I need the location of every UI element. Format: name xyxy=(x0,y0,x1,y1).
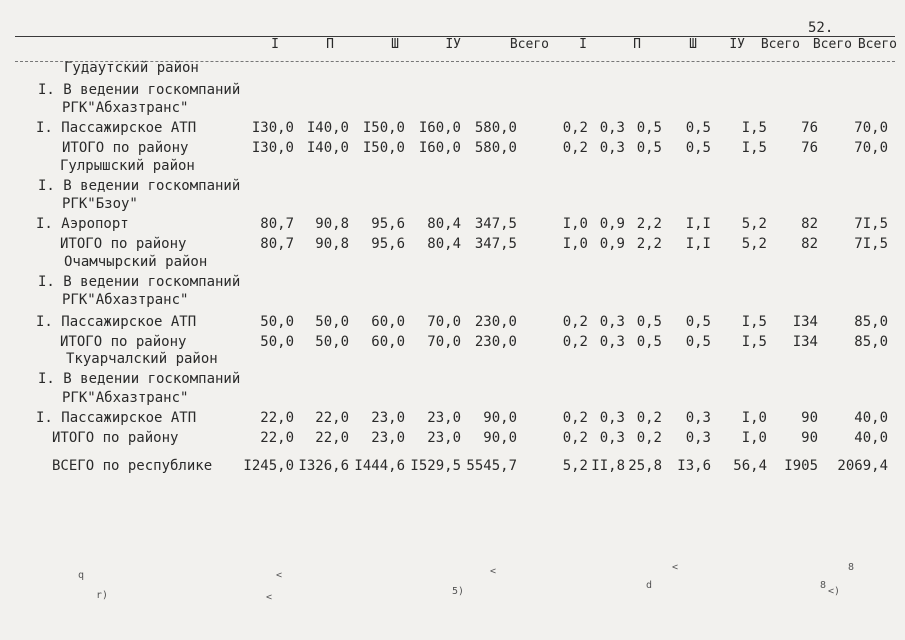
table-cell: 70,0 xyxy=(427,334,461,350)
table-cell: I,0 xyxy=(741,430,767,446)
table-row xyxy=(0,236,905,256)
row-label: Ткуарчалский район xyxy=(66,351,218,367)
row-label: I. Аэропорт xyxy=(36,216,129,232)
table-cell: 85,0 xyxy=(854,314,888,330)
footer-mark: < xyxy=(672,562,679,573)
table-cell: I50,0 xyxy=(362,140,405,156)
table-cell: 0,3 xyxy=(599,334,625,350)
table-cell: 5545,7 xyxy=(466,458,517,474)
column-header: П xyxy=(326,37,334,52)
table-row xyxy=(0,158,905,178)
table-cell: 0,5 xyxy=(636,314,662,330)
table-row xyxy=(0,371,905,391)
table-cell: 50,0 xyxy=(315,314,349,330)
column-header: Всего xyxy=(760,37,800,52)
table-cell: 0,3 xyxy=(599,140,625,156)
table-cell: 56,4 xyxy=(733,458,767,474)
table-cell: 0,5 xyxy=(636,140,662,156)
table-cell: I3,6 xyxy=(677,458,711,474)
table-row xyxy=(0,390,905,410)
table-cell: 2,2 xyxy=(636,216,662,232)
column-header: Всего xyxy=(857,37,897,52)
table-cell: 40,0 xyxy=(854,430,888,446)
table-row xyxy=(0,292,905,312)
footer-mark: < xyxy=(490,566,497,577)
column-header: Ш xyxy=(391,37,399,52)
row-label: РГК"Абхазтранс" xyxy=(62,100,189,116)
table-cell: I,5 xyxy=(741,140,767,156)
table-cell: 80,7 xyxy=(260,216,294,232)
table-cell: 7I,5 xyxy=(854,216,888,232)
footer-mark: <) xyxy=(828,586,841,597)
table-cell: 5,2 xyxy=(741,216,767,232)
footer-mark: 5) xyxy=(452,586,465,597)
table-cell: II,8 xyxy=(591,458,625,474)
table-cell: 60,0 xyxy=(371,334,405,350)
table-cell: 76 xyxy=(801,120,818,136)
table-cell: 0,3 xyxy=(685,410,711,426)
table-cell: 2069,4 xyxy=(837,458,888,474)
table-cell: 60,0 xyxy=(371,314,405,330)
table-row xyxy=(0,120,905,140)
row-label: I. Пассажирское АТП xyxy=(36,410,197,426)
table-cell: 23,0 xyxy=(427,410,461,426)
table-row xyxy=(0,410,905,430)
row-label: ИТОГО по району xyxy=(60,334,187,350)
table-row xyxy=(0,178,905,198)
table-cell: 22,0 xyxy=(315,430,349,446)
table-cell: 95,6 xyxy=(371,216,405,232)
row-label: I. В ведении госкомпаний xyxy=(38,178,241,194)
table-cell: 80,4 xyxy=(427,216,461,232)
table-cell: 0,3 xyxy=(599,430,625,446)
table-cell: 40,0 xyxy=(854,410,888,426)
table-cell: 76 xyxy=(801,140,818,156)
footer-mark: 8 xyxy=(820,580,827,591)
table-cell: 90,8 xyxy=(315,236,349,252)
table-cell: 0,2 xyxy=(562,430,588,446)
table-cell: 5,2 xyxy=(562,458,588,474)
row-label: Гулрышский район xyxy=(60,158,195,174)
table-cell: 70,0 xyxy=(854,140,888,156)
table-cell: 230,0 xyxy=(474,334,517,350)
table-cell: 347,5 xyxy=(474,216,517,232)
table-cell: I444,6 xyxy=(354,458,405,474)
column-header: ІУ xyxy=(729,37,745,52)
table-cell: 0,5 xyxy=(636,334,662,350)
table-cell: 2,2 xyxy=(636,236,662,252)
table-row xyxy=(0,216,905,236)
table-cell: 22,0 xyxy=(260,410,294,426)
table-cell: 85,0 xyxy=(854,334,888,350)
table-cell: 0,3 xyxy=(599,314,625,330)
table-row xyxy=(0,82,905,102)
table-cell: 95,6 xyxy=(371,236,405,252)
table-cell: I326,6 xyxy=(298,458,349,474)
table-cell: 5,2 xyxy=(741,236,767,252)
footer-mark: q xyxy=(78,570,85,581)
row-label: I. В ведении госкомпаний xyxy=(38,274,241,290)
row-label: I. Пассажирское АТП xyxy=(36,314,197,330)
table-cell: 580,0 xyxy=(474,120,517,136)
table-cell: I,5 xyxy=(741,314,767,330)
table-cell: I,0 xyxy=(562,216,588,232)
table-row xyxy=(0,196,905,216)
table-cell: I50,0 xyxy=(362,120,405,136)
page-number: 52. xyxy=(808,20,834,36)
table-cell: I60,0 xyxy=(418,140,461,156)
table-cell: I40,0 xyxy=(306,120,349,136)
table-row xyxy=(0,140,905,160)
table-cell: 82 xyxy=(801,216,818,232)
column-header: П xyxy=(633,37,641,52)
row-label: Очамчырский район xyxy=(64,254,208,270)
row-label: ИТОГО по району xyxy=(60,236,187,252)
table-cell: 7I,5 xyxy=(854,236,888,252)
table-cell: I34 xyxy=(792,334,818,350)
row-label: I. В ведении госкомпаний xyxy=(38,371,241,387)
table-cell: 0,9 xyxy=(599,216,625,232)
footer-mark: < xyxy=(266,592,273,603)
table-cell: I,0 xyxy=(741,410,767,426)
table-row xyxy=(0,430,905,450)
table-cell: I,I xyxy=(685,236,711,252)
table-cell: 0,9 xyxy=(599,236,625,252)
table-cell: 0,2 xyxy=(562,410,588,426)
table-cell: 0,2 xyxy=(562,334,588,350)
table-cell: 25,8 xyxy=(628,458,662,474)
table-row-total xyxy=(0,458,905,478)
table-cell: 70,0 xyxy=(427,314,461,330)
table-cell: 90 xyxy=(801,430,818,446)
table-cell: 0,5 xyxy=(685,120,711,136)
footer-mark: 8 xyxy=(848,562,855,573)
row-label: ВСЕГО по республике xyxy=(52,458,213,474)
table-cell: 90,8 xyxy=(315,216,349,232)
table-cell: 23,0 xyxy=(371,430,405,446)
table-cell: 50,0 xyxy=(260,334,294,350)
table-cell: 0,3 xyxy=(599,410,625,426)
table-cell: I,5 xyxy=(741,120,767,136)
table-cell: 0,5 xyxy=(685,314,711,330)
table-cell: 0,2 xyxy=(562,140,588,156)
row-label: I. В ведении госкомпаний xyxy=(38,82,241,98)
row-label: Гудаутский район xyxy=(64,60,199,76)
column-header: I xyxy=(271,37,279,52)
table-cell: 580,0 xyxy=(474,140,517,156)
row-label: РГК"Абхазтранс" xyxy=(62,292,189,308)
table-cell: 80,4 xyxy=(427,236,461,252)
table-row xyxy=(0,254,905,274)
table-cell: 0,2 xyxy=(562,314,588,330)
table-cell: 0,2 xyxy=(636,430,662,446)
table-cell: 0,5 xyxy=(685,334,711,350)
table-cell: I529,5 xyxy=(410,458,461,474)
table-cell: 0,2 xyxy=(562,120,588,136)
table-cell: 50,0 xyxy=(315,334,349,350)
table-cell: 0,3 xyxy=(599,120,625,136)
row-label: РГК"Абхазтранс" xyxy=(62,390,189,406)
row-label: ИТОГО по району xyxy=(62,140,189,156)
column-header: I xyxy=(579,37,587,52)
table-row xyxy=(0,274,905,294)
column-header: Ш xyxy=(689,37,697,52)
table-cell: 90,0 xyxy=(483,410,517,426)
table-cell: 22,0 xyxy=(315,410,349,426)
table-cell: 230,0 xyxy=(474,314,517,330)
table-row xyxy=(0,314,905,334)
table-cell: I40,0 xyxy=(306,140,349,156)
table-cell: I30,0 xyxy=(251,140,294,156)
row-label: ИТОГО по району xyxy=(52,430,179,446)
table-cell: 82 xyxy=(801,236,818,252)
table-cell: 70,0 xyxy=(854,120,888,136)
table-cell: 23,0 xyxy=(427,430,461,446)
column-header: ІУ xyxy=(445,37,461,52)
table-cell: I60,0 xyxy=(418,120,461,136)
footer-mark: r) xyxy=(96,590,109,601)
table-cell: I245,0 xyxy=(243,458,294,474)
row-label: I. Пассажирское АТП xyxy=(36,120,197,136)
table-cell: 23,0 xyxy=(371,410,405,426)
column-header: Всего xyxy=(509,37,549,52)
row-label: РГК"Бзоу" xyxy=(62,196,138,212)
table-cell: 90 xyxy=(801,410,818,426)
table-cell: 90,0 xyxy=(483,430,517,446)
footer-mark: d xyxy=(646,580,653,591)
table-cell: 0,5 xyxy=(636,120,662,136)
table-cell: 347,5 xyxy=(474,236,517,252)
table-row xyxy=(0,100,905,120)
table-cell: 0,2 xyxy=(636,410,662,426)
table-cell: 80,7 xyxy=(260,236,294,252)
column-header: Всего xyxy=(812,37,852,52)
table-cell: I,0 xyxy=(562,236,588,252)
table-cell: I905 xyxy=(784,458,818,474)
table-cell: 50,0 xyxy=(260,314,294,330)
table-row xyxy=(0,351,905,371)
table-cell: I,5 xyxy=(741,334,767,350)
table-cell: I,I xyxy=(685,216,711,232)
table-cell: 22,0 xyxy=(260,430,294,446)
table-row xyxy=(0,60,905,80)
table-cell: 0,3 xyxy=(685,430,711,446)
table-cell: I30,0 xyxy=(251,120,294,136)
table-cell: 0,5 xyxy=(685,140,711,156)
table-cell: I34 xyxy=(792,314,818,330)
footer-mark: < xyxy=(276,570,283,581)
